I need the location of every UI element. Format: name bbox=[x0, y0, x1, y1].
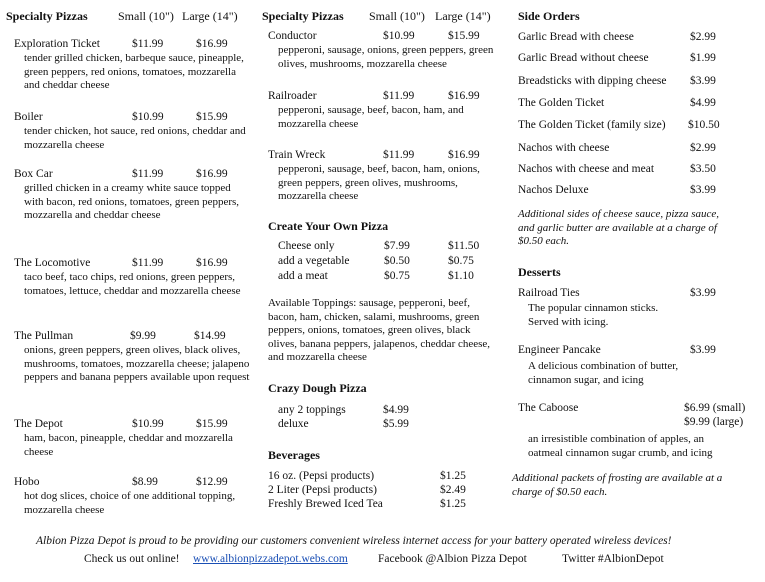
side-price: $1.99 bbox=[690, 52, 716, 64]
wireless-tagline: Albion Pizza Depot is proud to be providing our customers convenient wireless internet access for your battery operated wireless devices! bbox=[36, 535, 672, 547]
cyo-label: add a meat bbox=[278, 270, 328, 282]
side-price: $10.50 bbox=[688, 119, 720, 131]
item-price-large: $15.99 bbox=[448, 30, 480, 42]
item-name: Railroader bbox=[268, 90, 317, 102]
beverage-price: $1.25 bbox=[440, 470, 466, 482]
crazy-label: any 2 toppings bbox=[278, 404, 346, 416]
item-name: The Depot bbox=[14, 418, 63, 430]
side-label: The Golden Ticket (family size) bbox=[518, 119, 666, 131]
side-label: The Golden Ticket bbox=[518, 97, 605, 109]
item-description: onions, green peppers, green olives, black olives, mushrooms, tomatoes, mozzarella cheese; jalapeno peppers and banana peppers available upon request bbox=[24, 344, 250, 383]
item-price-large: $16.99 bbox=[196, 38, 228, 50]
size-small-header: Small (10") bbox=[369, 9, 425, 23]
item-price-large: $12.99 bbox=[196, 476, 228, 488]
item-name: Conductor bbox=[268, 30, 317, 42]
crazy-price: $5.99 bbox=[383, 418, 409, 430]
cyo-price-large: $11.50 bbox=[448, 240, 480, 252]
beverage-label: 16 oz. (Pepsi products) bbox=[268, 470, 375, 482]
side-label: Garlic Bread without cheese bbox=[518, 52, 649, 64]
dessert-price-small: $6.99 (small) bbox=[684, 402, 746, 414]
section-header-create-your-own: Create Your Own Pizza bbox=[268, 219, 389, 233]
cyo-label: Cheese only bbox=[278, 240, 335, 252]
sides-note: Additional sides of cheese sauce, pizza sauce, and garlic butter are available at a charge of $0.50 each. bbox=[518, 208, 720, 247]
side-label: Nachos with cheese bbox=[518, 142, 610, 154]
item-price-small: $10.99 bbox=[132, 111, 164, 123]
cyo-price-small: $0.75 bbox=[384, 270, 410, 282]
side-price: $3.99 bbox=[690, 75, 716, 87]
side-price: $4.99 bbox=[690, 97, 716, 109]
item-price-small: $11.99 bbox=[132, 257, 164, 269]
item-description: tender chicken, hot sauce, red onions, cheddar and mozzarella cheese bbox=[24, 125, 246, 151]
cyo-price-small: $7.99 bbox=[384, 240, 410, 252]
beverage-price: $1.25 bbox=[440, 498, 466, 510]
item-price-small: $10.99 bbox=[383, 30, 415, 42]
facebook-label: Facebook @Albion Pizza Depot bbox=[378, 553, 527, 565]
item-name: Boiler bbox=[14, 111, 43, 123]
item-price-large: $15.99 bbox=[196, 111, 228, 123]
side-price: $2.99 bbox=[690, 142, 716, 154]
available-toppings: Available Toppings: sausage, pepperoni, beef, bacon, ham, chicken, salami, mushrooms, green peppers, onions, tomatoes, green olives, black olives, banana peppers, jalapenos, cheddar cheese, and mozzarella cheese bbox=[268, 297, 491, 363]
dessert-price: $3.99 bbox=[690, 287, 716, 299]
item-price-small: $10.99 bbox=[132, 418, 164, 430]
dessert-name: Railroad Ties bbox=[518, 287, 580, 299]
item-price-large: $15.99 bbox=[196, 418, 228, 430]
section-header-specialty-pizzas: Specialty Pizzas bbox=[262, 9, 344, 23]
item-price-small: $8.99 bbox=[132, 476, 158, 488]
beverage-price: $2.49 bbox=[440, 484, 466, 496]
item-price-large: $16.99 bbox=[196, 257, 228, 269]
item-name: The Locomotive bbox=[14, 257, 91, 269]
dessert-name: Engineer Pancake bbox=[518, 344, 601, 356]
item-name: Box Car bbox=[14, 168, 53, 180]
item-description: hot dog slices, choice of one additional topping, mozzarella cheese bbox=[24, 490, 236, 516]
beverage-label: Freshly Brewed Iced Tea bbox=[268, 498, 383, 510]
dessert-price: $3.99 bbox=[690, 344, 716, 356]
crazy-label: deluxe bbox=[278, 418, 309, 430]
check-online-label: Check us out online! bbox=[84, 553, 180, 565]
cyo-price-small: $0.50 bbox=[384, 255, 410, 267]
item-price-small: $11.99 bbox=[132, 168, 164, 180]
section-header-specialty-pizzas: Specialty Pizzas bbox=[6, 9, 88, 23]
item-name: Hobo bbox=[14, 476, 40, 488]
item-description: tender grilled chicken, barbeque sauce, pineapple, green peppers, red onions, tomatoes, mozzarella and cheddar cheese bbox=[24, 52, 244, 91]
item-price-small: $9.99 bbox=[130, 330, 156, 342]
side-label: Nachos with cheese and meat bbox=[518, 163, 655, 175]
item-name: Train Wreck bbox=[268, 149, 326, 161]
desserts-note: Additional packets of frosting are available at a charge of $0.50 each. bbox=[512, 472, 723, 498]
side-price: $2.99 bbox=[690, 31, 716, 43]
item-description: pepperoni, sausage, onions, green peppers, green olives, mushrooms, mozzarella cheese bbox=[278, 44, 494, 70]
dessert-description: an irresistible combination of apples, an oatmeal cinnamon sugar crumb, and icing bbox=[528, 433, 713, 459]
dessert-description: A delicious combination of butter, cinnamon sugar, and icing bbox=[528, 360, 679, 386]
cyo-price-large: $1.10 bbox=[448, 270, 474, 282]
crazy-price: $4.99 bbox=[383, 404, 409, 416]
item-price-large: $16.99 bbox=[196, 168, 228, 180]
side-label: Garlic Bread with cheese bbox=[518, 31, 634, 43]
item-name: Exploration Ticket bbox=[14, 38, 100, 50]
side-label: Breadsticks with dipping cheese bbox=[518, 75, 667, 87]
item-price-large: $14.99 bbox=[194, 330, 226, 342]
twitter-label: Twitter #AlbionDepot bbox=[562, 553, 664, 565]
item-description: grilled chicken in a creamy white sauce topped with bacon, red onions, tomatoes, green peppers, mozzarella and cheddar cheese bbox=[24, 182, 240, 221]
item-description: taco beef, taco chips, red onions, green peppers, tomatoes, lettuce, cheddar and mozzarella cheese bbox=[24, 271, 241, 297]
item-price-small: $11.99 bbox=[383, 90, 415, 102]
section-header-desserts: Desserts bbox=[518, 265, 561, 279]
section-header-crazy-dough: Crazy Dough Pizza bbox=[268, 381, 367, 395]
dessert-price-large: $9.99 (large) bbox=[684, 416, 744, 428]
item-description: pepperoni, sausage, beef, bacon, ham, and mozzarella cheese bbox=[278, 104, 464, 130]
item-price-large: $16.99 bbox=[448, 149, 480, 161]
section-header-side-orders: Side Orders bbox=[518, 9, 580, 23]
side-label: Nachos Deluxe bbox=[518, 184, 589, 196]
item-description: pepperoni, sausage, beef, bacon, ham, onions, green peppers, green olives, mushrooms, mozzarella cheese bbox=[278, 163, 480, 202]
item-price-small: $11.99 bbox=[132, 38, 164, 50]
cyo-price-large: $0.75 bbox=[448, 255, 474, 267]
item-description: ham, bacon, pineapple, cheddar and mozzarella cheese bbox=[24, 432, 233, 458]
item-name: The Pullman bbox=[14, 330, 74, 342]
website-link[interactable]: www.albionpizzadepot.webs.com bbox=[193, 553, 348, 565]
item-price-small: $11.99 bbox=[383, 149, 415, 161]
side-price: $3.99 bbox=[690, 184, 716, 196]
beverage-label: 2 Liter (Pepsi products) bbox=[268, 484, 377, 496]
size-large-header: Large (14") bbox=[182, 9, 238, 23]
dessert-name: The Caboose bbox=[518, 402, 579, 414]
cyo-label: add a vegetable bbox=[278, 255, 350, 267]
side-price: $3.50 bbox=[690, 163, 716, 175]
size-small-header: Small (10") bbox=[118, 9, 174, 23]
item-price-large: $16.99 bbox=[448, 90, 480, 102]
size-large-header: Large (14") bbox=[435, 9, 491, 23]
dessert-description: The popular cinnamon sticks. Served with icing. bbox=[528, 302, 659, 328]
section-header-beverages: Beverages bbox=[268, 448, 320, 462]
